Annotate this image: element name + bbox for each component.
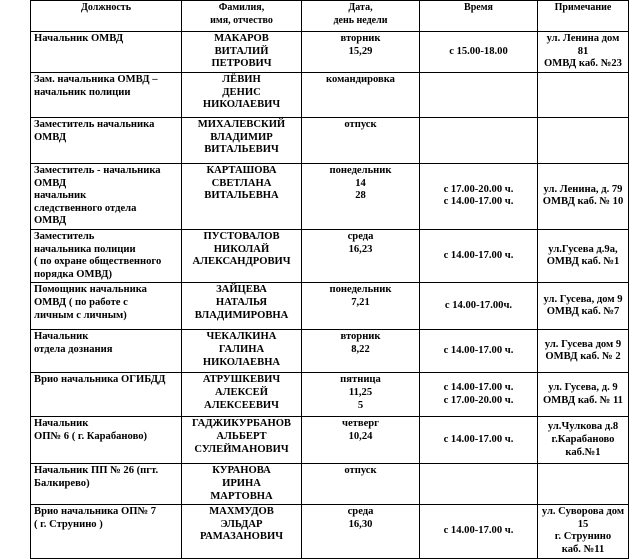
row-note: ул. Ленина, д. 79 ОМВД каб. № 10 xyxy=(538,164,629,230)
row-time xyxy=(420,464,538,505)
row-name: ПУСТОВАЛОВ НИКОЛАЙ АЛЕКСАНДРОВИЧ xyxy=(182,229,302,282)
row-name: МИХАЛЕВСКИЙ ВЛАДИМИР ВИТАЛЬЕВИЧ xyxy=(182,118,302,164)
table-row xyxy=(31,330,629,373)
row-date: среда 16,23 xyxy=(302,229,420,282)
table-row xyxy=(31,118,629,164)
row-name: АТРУШКЕВИЧ АЛЕКСЕЙ АЛЕКСЕЕВИЧ xyxy=(182,373,302,417)
row-position: Начальник ОМВД xyxy=(31,32,182,73)
row-note: ул. Ленина дом 81 ОМВД каб. №23 xyxy=(538,32,629,73)
row-date: вторник 15,29 xyxy=(302,32,420,73)
row-note xyxy=(538,118,629,164)
row-note: ул.Гусева д.9а, ОМВД каб. №1 xyxy=(538,229,629,282)
row-position: Заместитель - начальника ОМВД начальник следственного отдела ОМВД xyxy=(31,164,182,230)
table-row xyxy=(31,505,629,558)
row-note xyxy=(538,73,629,118)
row-note xyxy=(538,464,629,505)
table-row xyxy=(31,32,629,73)
row-time: с 14.00-17.00 ч. xyxy=(420,330,538,373)
row-time: с 14.00-17.00ч. xyxy=(420,283,538,330)
row-position: Врио начальника ОП№ 7 ( г. Струнино ) xyxy=(31,505,182,558)
row-date: понедельник 7,21 xyxy=(302,283,420,330)
row-name: ЧЕКАЛКИНА ГАЛИНА НИКОЛАЕВНА xyxy=(182,330,302,373)
table-row xyxy=(31,283,629,330)
row-date: отпуск xyxy=(302,464,420,505)
table-row xyxy=(31,373,629,417)
table-row xyxy=(31,417,629,464)
row-position: Заместитель начальника ОМВД xyxy=(31,118,182,164)
row-date: пятница 11,25 5 xyxy=(302,373,420,417)
row-name: ЗАЙЦЕВА НАТАЛЬЯ ВЛАДИМИРОВНА xyxy=(182,283,302,330)
reception-schedule-table xyxy=(30,0,629,559)
row-name: ЛЁВИН ДЕНИС НИКОЛАЕВИЧ xyxy=(182,73,302,118)
table-row xyxy=(31,464,629,505)
row-time xyxy=(420,118,538,164)
row-date: отпуск xyxy=(302,118,420,164)
row-name: МАХМУДОВ ЭЛЬДАР РАМАЗАНОВИЧ xyxy=(182,505,302,558)
header-position: Должность xyxy=(31,1,182,32)
table-row xyxy=(31,229,629,282)
row-name: МАКАРОВ ВИТАЛИЙ ПЕТРОВИЧ xyxy=(182,32,302,73)
row-position: Начальник отдела дознания xyxy=(31,330,182,373)
row-date: командировка xyxy=(302,73,420,118)
row-note: ул. Гусева дом 9 ОМВД каб. № 2 xyxy=(538,330,629,373)
row-position: Начальник ОП№ 6 ( г. Карабаново) xyxy=(31,417,182,464)
table-row xyxy=(31,164,629,230)
row-date: среда 16,30 xyxy=(302,505,420,558)
row-note: ул.Чулкова д.8 г.Карабаново каб.№1 xyxy=(538,417,629,464)
row-position: Зам. начальника ОМВД – начальник полиции xyxy=(31,73,182,118)
row-time: с 17.00-20.00 ч. с 14.00-17.00 ч. xyxy=(420,164,538,230)
row-time: с 14.00-17.00 ч. xyxy=(420,505,538,558)
row-time: с 14.00-17.00 ч. xyxy=(420,229,538,282)
header-name: Фамилия, имя, отчество xyxy=(182,1,302,32)
row-note: ул. Гусева, дом 9 ОМВД каб. №7 xyxy=(538,283,629,330)
header-date: Дата, день недели xyxy=(302,1,420,32)
row-time: с 14.00-17.00 ч. xyxy=(420,417,538,464)
row-position: Начальник ПП № 26 (пгт. Балкирево) xyxy=(31,464,182,505)
row-name: КУРАНОВА ИРИНА МАРТОВНА xyxy=(182,464,302,505)
row-note: ул. Гусева, д. 9 ОМВД каб. № 11 xyxy=(538,373,629,417)
table-row xyxy=(31,73,629,118)
row-time: с 14.00-17.00 ч. с 17.00-20.00 ч. xyxy=(420,373,538,417)
row-name: ГАДЖИКУРБАНОВ АЛЬБЕРТ СУЛЕЙМАНОВИЧ xyxy=(182,417,302,464)
header-row xyxy=(31,1,629,32)
row-time xyxy=(420,73,538,118)
header-note: Примечание xyxy=(538,1,629,32)
row-time: с 15.00-18.00 xyxy=(420,32,538,73)
row-note: ул. Суворова дом 15 г. Струнино каб. №11 xyxy=(538,505,629,558)
row-name: КАРТАШОВА СВЕТЛАНА ВИТАЛЬЕВНА xyxy=(182,164,302,230)
row-position: Помощник начальника ОМВД ( по работе с личным с личным) xyxy=(31,283,182,330)
row-position: Заместитель начальника полиции ( по охране общественного порядка ОМВД) xyxy=(31,229,182,282)
row-date: четверг 10,24 xyxy=(302,417,420,464)
row-position: Врио начальника ОГИБДД xyxy=(31,373,182,417)
row-date: понедельник 14 28 xyxy=(302,164,420,230)
header-time: Время xyxy=(420,1,538,32)
row-date: вторник 8,22 xyxy=(302,330,420,373)
